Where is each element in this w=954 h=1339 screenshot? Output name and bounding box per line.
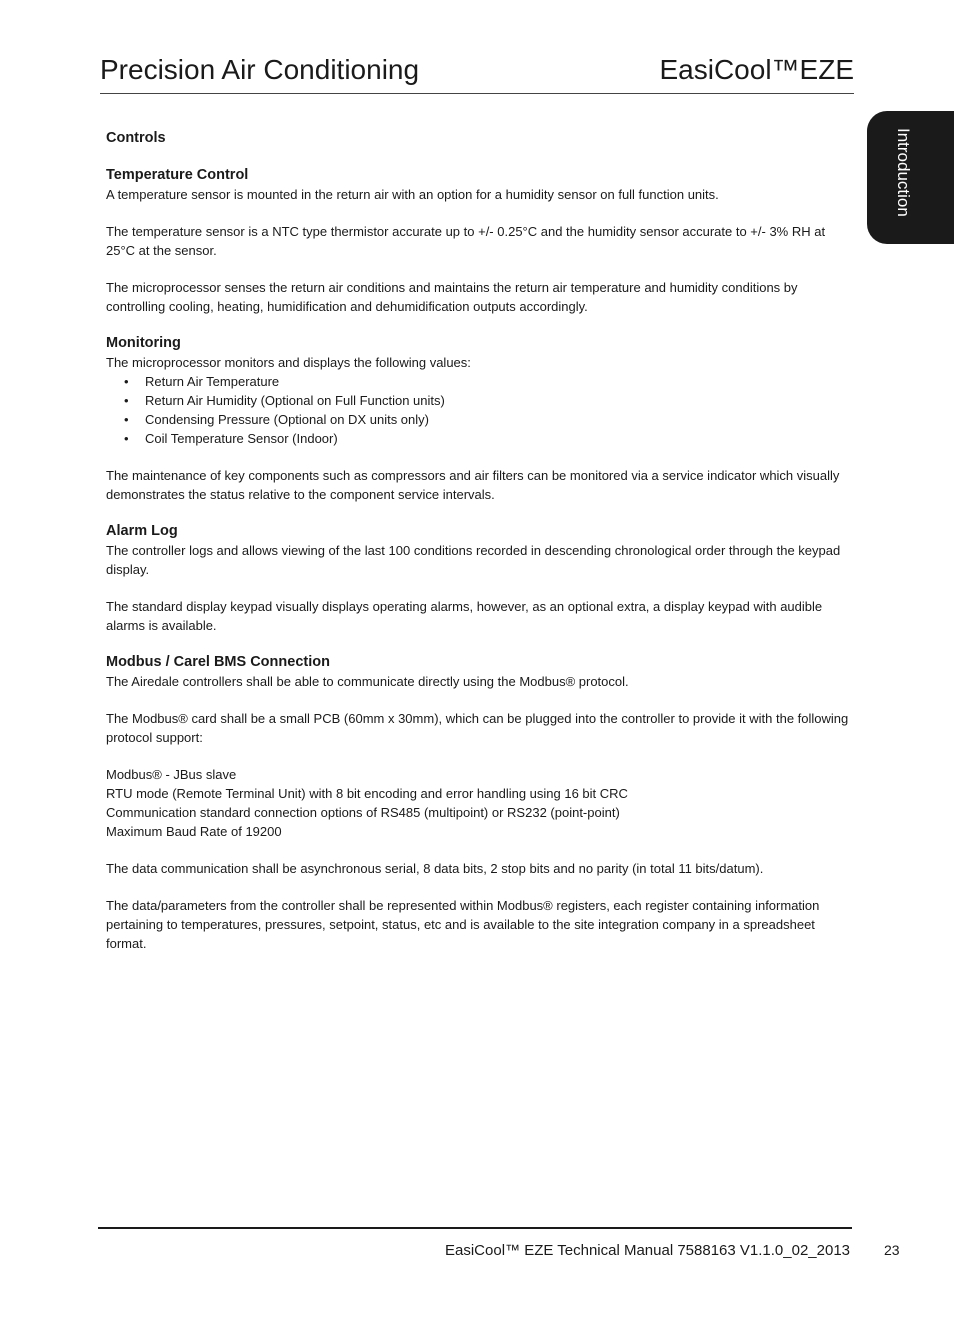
protocol-support-line: Communication standard connection options of RS485 (multipoint) or RS232 (point-point) — [106, 805, 620, 820]
temperature-paragraph-2: The temperature sensor is a NTC type thermistor accurate up to +/- 0.25°C and the humidity sensor accurate to +/- 3% RH at 25°C at the sensor. — [106, 224, 826, 258]
page-header — [100, 50, 854, 94]
list-item — [106, 429, 856, 448]
bullet-marker: • — [124, 393, 129, 408]
monitoring-heading: Monitoring — [106, 335, 181, 351]
protocol-support-line: Maximum Baud Rate of 19200 — [106, 824, 282, 839]
monitoring-paragraph-2: The maintenance of key components such as compressors and air filters can be monitored via a service indicator which visually demonstrates the status relative to the component service intervals. — [106, 468, 840, 502]
modbus-paragraph-2: The Modbus® card shall be a small PCB (60mm x 30mm), which can be plugged into the controller to provide it with the following protocol support: — [106, 711, 849, 745]
footer-divider — [98, 1227, 852, 1229]
header-title-right: EasiCool™EZE — [659, 54, 854, 85]
list-item — [106, 391, 856, 410]
bullet-marker: • — [124, 412, 129, 427]
list-item-text: Condensing Pressure (Optional on DX units only) — [145, 412, 429, 427]
page-content — [106, 129, 856, 971]
bullet-marker: • — [124, 374, 129, 389]
alarm-log-paragraph-2: The standard display keypad visually displays operating alarms, however, as an optional extra, a display keypad with audible alarms is available. — [106, 599, 823, 633]
modbus-paragraph-3: The data communication shall be asynchronous serial, 8 data bits, 2 stop bits and no parity (in total 11 bits/datum). — [106, 861, 764, 876]
modbus-paragraph-1: The Airedale controllers shall be able to communicate directly using the Modbus® protocol. — [106, 674, 629, 689]
alarm-log-paragraph-1: The controller logs and allows viewing of the last 100 conditions recorded in descending chronological order through the keypad display. — [106, 543, 841, 577]
monitoring-list — [106, 372, 856, 448]
modbus-paragraph-4: The data/parameters from the controller shall be represented within Modbus® registers, each register containing information pertaining to temperatures, pressures, setpoint, status, etc and is available to the site integration company in a spreadsheet format. — [106, 898, 820, 951]
header-title-left: Precision Air Conditioning — [100, 54, 420, 85]
section-tab-label: Introduction — [894, 128, 913, 217]
list-item — [106, 372, 856, 391]
list-item-text: Coil Temperature Sensor (Indoor) — [145, 431, 338, 446]
alarm-log-heading: Alarm Log — [106, 523, 178, 539]
controls-heading: Controls — [106, 130, 166, 146]
footer-manual-title: EasiCool™ EZE Technical Manual 7588163 V1.1.0_02_2013 — [445, 1242, 850, 1259]
temperature-control-heading: Temperature Control — [106, 167, 249, 183]
temperature-paragraph-1: A temperature sensor is mounted in the return air with an option for a humidity sensor on full function units. — [106, 187, 719, 202]
protocol-support-line: RTU mode (Remote Terminal Unit) with 8 bit encoding and error handling using 16 bit CRC — [106, 786, 628, 801]
page-number: 23 — [884, 1242, 900, 1258]
list-item-text: Return Air Humidity (Optional on Full Function units) — [145, 393, 445, 408]
modbus-heading: Modbus / Carel BMS Connection — [106, 654, 330, 670]
list-item — [106, 410, 856, 429]
protocol-support-line: Modbus® - JBus slave — [106, 767, 237, 782]
temperature-paragraph-3: The microprocessor senses the return air conditions and maintains the return air temperature and humidity conditions by controlling cooling, heating, humidification and dehumidification outputs accordingly. — [106, 280, 798, 314]
list-item-text: Return Air Temperature — [145, 374, 280, 389]
bullet-marker: • — [124, 431, 129, 446]
monitoring-intro: The microprocessor monitors and displays the following values: — [106, 355, 471, 370]
